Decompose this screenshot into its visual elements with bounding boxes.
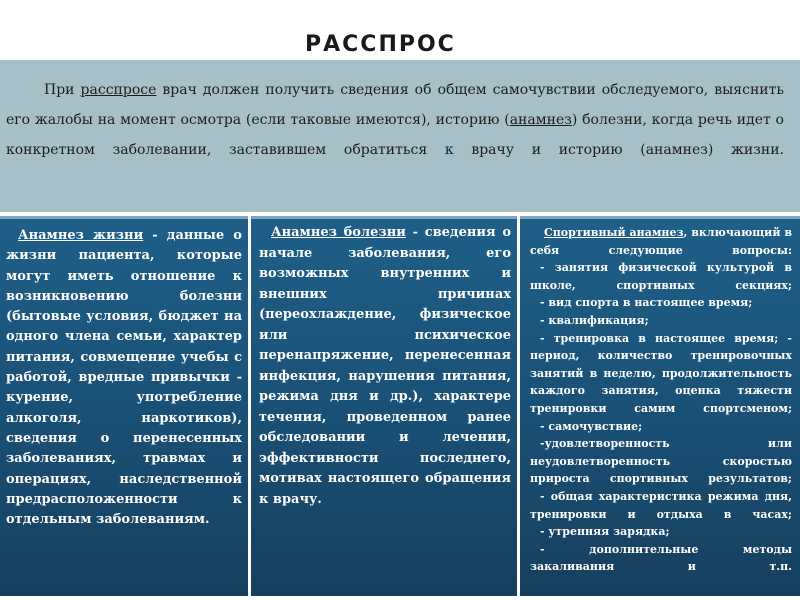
intro-term-2: анамнез — [509, 112, 572, 128]
sport-item: - самочувствие; — [540, 419, 643, 433]
intro-text-2: ) болезни, когда речь идет о конкретном заболевании, заставившем обратиться к врачу и историю (анамнез) жизни. — [6, 112, 784, 158]
sport-item: - утренняя зарядка; — [540, 525, 670, 539]
disease-anamnesis-body: - сведения о начале заболевания, его возможных внутренних и внешних причинах (переохлаждение, физическое или психическое перенапряжение, перенесенная инфекция, нарушения питания, режима дня и др.), характере течения, проведенном ранее обследовании и лечении, эффективности последнего, мотивах настоящего обращения к врачу. — [259, 225, 511, 507]
disease-anamnesis-panel — [251, 216, 517, 596]
intro-panel — [0, 60, 800, 212]
intro-prefix: При — [44, 82, 81, 98]
sport-item: -удовлетворенность или неудовлетворенность скоростью прироста спортивных результатов; — [530, 437, 792, 486]
sport-anamnesis-heading: Спортивный анамнез — [544, 226, 684, 239]
sport-anamnesis-panel — [520, 216, 800, 596]
sport-item: - квалификация; — [540, 313, 649, 327]
intro-text-1: врач должен получить сведения об общем самочувствии обследуемого, выяснить его жалобы на момент осмотра (если таковые имеются), историю ( — [6, 82, 785, 128]
life-anamnesis-text — [0, 219, 248, 530]
life-anamnesis-heading: Анамнез жизни — [18, 228, 144, 243]
sport-item: - общая характеристика режима дня, тренировки и отдыха в часах; — [530, 489, 792, 521]
sport-item: - вид спорта в настоящее время; — [540, 296, 753, 310]
life-anamnesis-body: - данные о жизни пациента, которые могут иметь отношение к возникновению болезни (бытовые условия, бюджет на одного члена семьи, характер питания, совмещение учебы с работой, вредные привычки - курение, употребление алкоголя, наркотиков), сведения о перенесенных заболеваниях, травмах и операциях, наследственной предрасположенности к отдельным заболеваниям. — [6, 228, 242, 528]
sport-item: - занятия физической культурой в школе, спортивных секциях; — [530, 261, 792, 292]
intro-paragraph — [6, 75, 784, 165]
sport-item: - тренировка в настоящее время; - период, количество тренировочных занятий в неделю, продолжительность каждого занятия, оценка тяжести тренировки самим спортсменом; — [530, 331, 792, 415]
sport-anamnesis-intro — [530, 224, 792, 259]
sport-anamnesis-text — [520, 219, 800, 576]
intro-term: расспросе — [80, 82, 157, 98]
life-anamnesis-panel — [0, 216, 248, 596]
sport-anamnesis-intro-text: , включающий в себя следующие вопросы: — [530, 226, 793, 257]
page-title: РАССПРОС — [305, 32, 456, 57]
sport-item: - дополнительные методы закаливания и т.п. — [530, 542, 792, 574]
disease-anamnesis-text — [251, 219, 517, 510]
disease-anamnesis-heading: Анамнез болезни — [271, 225, 406, 240]
